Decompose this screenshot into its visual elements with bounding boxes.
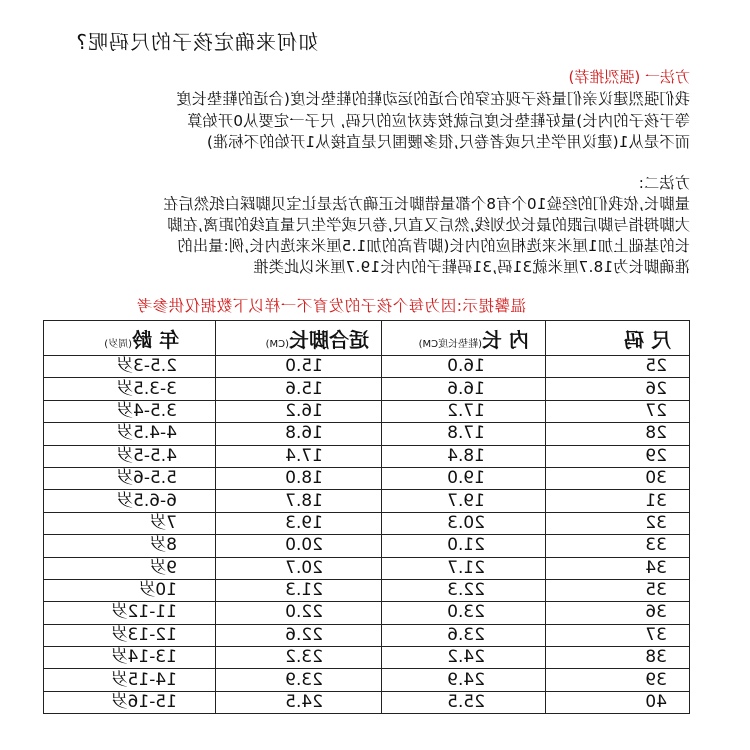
- cell-age: 4.5-5岁: [44, 445, 216, 467]
- cell-age: 10岁: [44, 579, 216, 601]
- method2-line-3: 长的基础上加1厘米来选相应的内长(脚背高的加1.5厘米来选内长,例:量出的: [177, 237, 690, 255]
- cell-inner: 20.3: [382, 512, 546, 534]
- cell-inner: 16.0: [382, 356, 546, 378]
- method1-line-3: 而不是从1(建议用学生尺或者卷尺,很多腰围尺是直接从1开始的不标准): [206, 133, 690, 151]
- cell-age: 13-14岁: [44, 647, 216, 669]
- header-age-label: 年 龄: [132, 327, 179, 352]
- cell-inner: 25.5: [382, 691, 546, 713]
- method2-line-2: 大脚拇指与脚后跟的最长处划线,然后又直尺,卷尺或学生尺量直线的距离,在脚: [167, 216, 690, 234]
- cell-inner: 17.2: [382, 400, 546, 422]
- cell-age: 15-16岁: [44, 691, 216, 713]
- cell-inner: 23.0: [382, 602, 546, 624]
- method2-heading: 方法二:: [638, 174, 690, 192]
- cell-size: 25: [546, 356, 690, 378]
- method2-line-1: 量脚长,依我们的经验10个有8个都量错脚长正确方法是让宝贝脚踩白纸然后在: [162, 195, 690, 213]
- method1-heading: 方法一: [644, 68, 690, 86]
- header-foot: [216, 321, 382, 356]
- cell-size: 31: [546, 490, 690, 512]
- header-foot-sub: (CM): [265, 338, 289, 350]
- table-row: [44, 400, 690, 422]
- table-row: [44, 378, 690, 400]
- cell-size: 33: [546, 535, 690, 557]
- cell-foot: 19.3: [216, 512, 382, 534]
- cell-size: 27: [546, 400, 690, 422]
- cell-age: 6-6.5岁: [44, 490, 216, 512]
- table-row: [44, 579, 690, 601]
- cell-size: 36: [546, 602, 690, 624]
- method1-line-2: 等于孩子的内长)量好鞋垫长度后就按表对应的尺码, 尺子一定要从0开始算: [186, 112, 690, 130]
- cell-foot: 22.6: [216, 624, 382, 646]
- cell-size: 34: [546, 557, 690, 579]
- cell-inner: 17.8: [382, 423, 546, 445]
- cell-size: 40: [546, 691, 690, 713]
- table-row: [44, 512, 690, 534]
- table-row: [44, 602, 690, 624]
- table-row: [44, 490, 690, 512]
- table-row: [44, 356, 690, 378]
- cell-inner: 19.7: [382, 490, 546, 512]
- header-size: [546, 321, 690, 356]
- cell-inner: 22.3: [382, 579, 546, 601]
- cell-age: 3-3.5岁: [44, 378, 216, 400]
- header-inner: [382, 321, 546, 356]
- method1-tag: (强烈推荐): [568, 68, 641, 86]
- cell-size: 28: [546, 423, 690, 445]
- cell-age: 11-12岁: [44, 602, 216, 624]
- cell-foot: 23.2: [216, 647, 382, 669]
- header-foot-label: 适合脚长: [289, 327, 369, 352]
- cell-foot: 18.0: [216, 467, 382, 489]
- cell-size: 26: [546, 378, 690, 400]
- cell-inner: 16.6: [382, 378, 546, 400]
- header-inner-sub: (鞋垫长度CM): [418, 338, 483, 350]
- page-title: 如何来确定孩子的尺码呢?: [75, 30, 318, 54]
- cell-age: 2.5-3岁: [44, 356, 216, 378]
- table-row: [44, 535, 690, 557]
- cell-age: 5.5-6岁: [44, 467, 216, 489]
- table-row: [44, 445, 690, 467]
- cell-size: 38: [546, 647, 690, 669]
- cell-size: 30: [546, 467, 690, 489]
- cell-age: 12-13岁: [44, 624, 216, 646]
- cell-inner: 24.2: [382, 647, 546, 669]
- header-inner-label: 内 长: [482, 327, 529, 352]
- table-row: [44, 647, 690, 669]
- cell-foot: 21.3: [216, 579, 382, 601]
- method2-line-4: 准确脚长为18.7厘米就31码,31码鞋子的内长19.7厘米以此类推: [253, 258, 690, 276]
- cell-size: 29: [546, 445, 690, 467]
- method1-heading-line: [568, 66, 690, 87]
- header-age-sub: (周岁): [104, 338, 133, 350]
- cell-foot: 18.7: [216, 490, 382, 512]
- cell-size: 37: [546, 624, 690, 646]
- table-row: [44, 691, 690, 713]
- cell-inner: 18.4: [382, 445, 546, 467]
- cell-age: 8岁: [44, 535, 216, 557]
- header-age: [44, 321, 216, 356]
- tip-text: 温馨提示:因为每个孩子的发育不一样以下数据仅供参考: [136, 297, 526, 315]
- cell-foot: 20.0: [216, 535, 382, 557]
- cell-inner: 21.0: [382, 535, 546, 557]
- cell-foot: 17.4: [216, 445, 382, 467]
- table-row: [44, 557, 690, 579]
- cell-age: 14-15岁: [44, 669, 216, 691]
- cell-foot: 15.0: [216, 356, 382, 378]
- cell-age: 7岁: [44, 512, 216, 534]
- table-row: [44, 624, 690, 646]
- size-table: [43, 320, 690, 714]
- cell-inner: 21.7: [382, 557, 546, 579]
- header-size-label: 尺 码: [624, 327, 671, 352]
- cell-foot: 24.5: [216, 691, 382, 713]
- cell-size: 39: [546, 669, 690, 691]
- cell-size: 32: [546, 512, 690, 534]
- cell-foot: 16.8: [216, 423, 382, 445]
- table-row: [44, 423, 690, 445]
- cell-foot: 16.2: [216, 400, 382, 422]
- table-row: [44, 467, 690, 489]
- cell-inner: 19.0: [382, 467, 546, 489]
- cell-age: 9岁: [44, 557, 216, 579]
- method1-line-1: 我们强烈建议亲们量孩子现在穿的合适的运动鞋的鞋垫长度(合适的鞋垫长度: [176, 90, 690, 108]
- table-row: [44, 669, 690, 691]
- cell-foot: 23.9: [216, 669, 382, 691]
- size-table-body: [44, 356, 690, 714]
- cell-inner: 24.9: [382, 669, 546, 691]
- cell-size: 35: [546, 579, 690, 601]
- cell-inner: 23.6: [382, 624, 546, 646]
- cell-age: 3.5-4岁: [44, 400, 216, 422]
- cell-foot: 15.6: [216, 378, 382, 400]
- table-header-row: [44, 321, 690, 356]
- cell-age: 4-4.5岁: [44, 423, 216, 445]
- cell-foot: 22.0: [216, 602, 382, 624]
- cell-foot: 20.7: [216, 557, 382, 579]
